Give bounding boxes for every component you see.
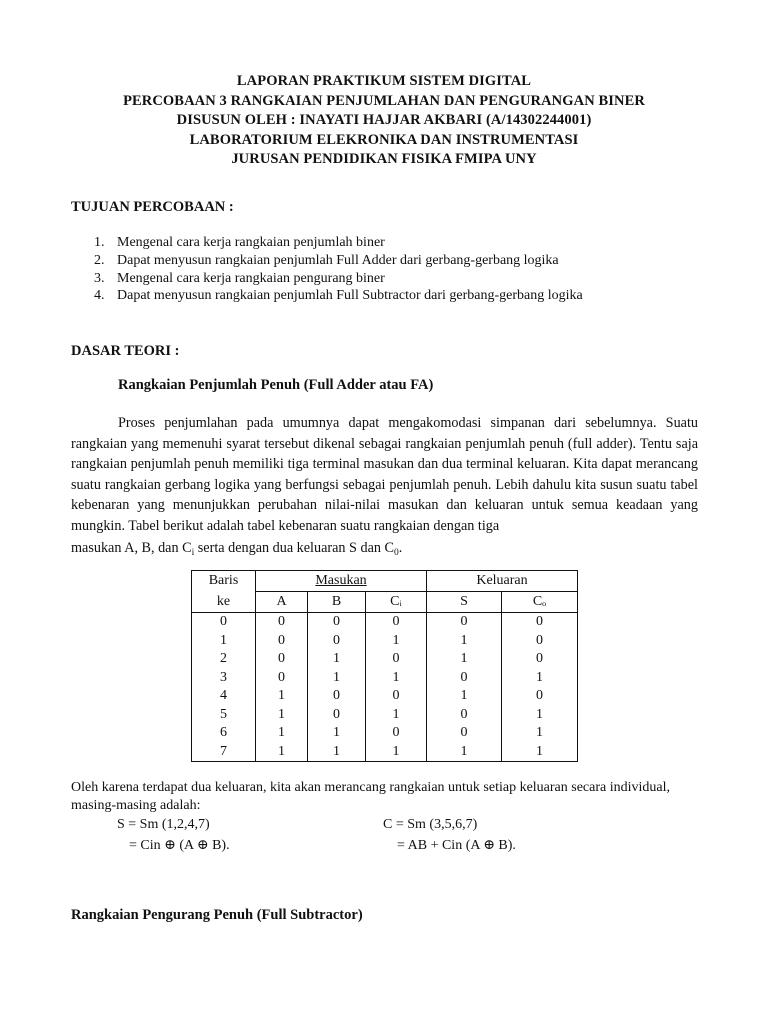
table-cell: 1 bbox=[256, 706, 308, 725]
table-cell: 0 bbox=[256, 669, 308, 688]
table-cell: 1 bbox=[427, 687, 502, 706]
table-cell: 0 bbox=[308, 632, 366, 651]
list-item bbox=[94, 252, 583, 270]
table-cell: 1 bbox=[502, 743, 578, 762]
truth-table bbox=[191, 570, 578, 762]
table-cell: 1 bbox=[308, 724, 366, 743]
header-line-3: DISUSUN OLEH : INAYATI HAJJAR AKBARI (A/14302244001) bbox=[176, 112, 592, 128]
table-row bbox=[192, 650, 578, 669]
table-cell: 0 bbox=[502, 632, 578, 651]
table-cell: 0 bbox=[427, 724, 502, 743]
table-cell: 0 bbox=[256, 650, 308, 669]
table-cell: 1 bbox=[308, 743, 366, 762]
header-line-2: PERCOBAAN 3 RANGKAIAN PENJUMLAHAN DAN PENGURANGAN BINER bbox=[123, 92, 645, 109]
table-cell: 1 bbox=[502, 724, 578, 743]
table-cell: 1 bbox=[366, 669, 427, 688]
table-cell: 1 bbox=[192, 632, 256, 651]
table-cell: 1 bbox=[366, 743, 427, 762]
sum-equation-2: = Cin ⊕ (A ⊕ B). bbox=[129, 838, 230, 853]
tujuan-list bbox=[94, 234, 583, 305]
table-cell: 0 bbox=[256, 632, 308, 651]
table-cell: 2 bbox=[192, 650, 256, 669]
col-b: B bbox=[308, 592, 366, 613]
last-line-part: serta dengan dua keluaran S dan C bbox=[194, 539, 394, 556]
table-cell: 0 bbox=[502, 687, 578, 706]
dasar-teori-heading: DASAR TEORI : bbox=[71, 343, 180, 359]
table-cell: 1 bbox=[502, 669, 578, 688]
col-a: A bbox=[256, 592, 308, 613]
table-cell: 1 bbox=[256, 743, 308, 762]
carry-equation-2: = AB + Cin (A ⊕ B). bbox=[397, 838, 516, 853]
header-line-5: JURUSAN PENDIDIKAN FISIKA FMIPA UNY bbox=[231, 151, 537, 167]
list-item bbox=[94, 270, 583, 288]
output-explanation: Oleh karena terdapat dua keluaran, kita akan merancang rangkaian untuk setiap keluaran secara individual, masing-masing adalah: bbox=[71, 780, 671, 813]
table-cell: 1 bbox=[427, 650, 502, 669]
paragraph-last-line bbox=[71, 538, 698, 559]
table-row bbox=[192, 613, 578, 632]
table-cell: 1 bbox=[427, 632, 502, 651]
table-row bbox=[192, 687, 578, 706]
table-cell: 1 bbox=[366, 632, 427, 651]
table-cell: 0 bbox=[366, 687, 427, 706]
paragraph-text: Proses penjumlahan pada umumnya dapat mengakomodasi simpanan dari sebelumnya. Suatu rangkaian yang memenuhi syarat tersebut dikenal sebagai rangkaian penjumlah penuh (full adder). Tentu saja rangkaian penjumlah penuh memiliki tiga terminal masukan dan dua terminal keluaran. Kita dapat merancang suatu rangkaian gerbang logika yang berfungsi sebagai penjumlah penuh. Lebih dahulu kita susun suatu tabel kebenaran yang menunjukkan perubahan nilai-nilai masukan dan keluaran untuk semua keadaan yang mungkin. Tabel berikut adalah tabel kebenaran suatu rangkaian dengan tiga bbox=[71, 415, 698, 534]
table-cell: 1 bbox=[308, 650, 366, 669]
col-s: S bbox=[427, 592, 502, 613]
subscript-i: i bbox=[191, 547, 195, 558]
full-subtractor-heading: Rangkaian Pengurang Penuh (Full Subtractor) bbox=[71, 907, 363, 923]
full-adder-paragraph bbox=[71, 413, 698, 558]
table-cell: 0 bbox=[366, 613, 427, 632]
report-header bbox=[0, 72, 768, 170]
table-cell: 1 bbox=[256, 724, 308, 743]
table-cell: 0 bbox=[502, 650, 578, 669]
full-adder-subheading: Rangkaian Penjumlah Penuh (Full Adder atau FA) bbox=[118, 377, 434, 393]
list-number: 1. bbox=[94, 235, 105, 250]
table-cell: 0 bbox=[308, 613, 366, 632]
list-item bbox=[94, 234, 583, 252]
carry-equation-1: C = Sm (3,5,6,7) bbox=[383, 817, 478, 832]
list-number: 3. bbox=[94, 270, 105, 286]
subscript-0: 0 bbox=[393, 547, 399, 558]
table-cell: 0 bbox=[308, 706, 366, 725]
list-text: Mengenal cara kerja rangkaian pengurang biner bbox=[117, 270, 385, 286]
header-ke: ke bbox=[192, 592, 256, 613]
table-cell: 1 bbox=[308, 669, 366, 688]
table-row bbox=[192, 743, 578, 762]
table-cell: 0 bbox=[427, 706, 502, 725]
last-line-part: . bbox=[398, 539, 403, 556]
table-row bbox=[192, 669, 578, 688]
table-row bbox=[192, 706, 578, 725]
col-co: Cₒ bbox=[502, 592, 578, 613]
header-baris: Baris bbox=[192, 571, 256, 592]
last-line-part: masukan A, B, dan C bbox=[71, 539, 192, 556]
table-cell: 0 bbox=[256, 613, 308, 632]
table-cell: 0 bbox=[366, 724, 427, 743]
table-row bbox=[192, 632, 578, 651]
table-cell: 5 bbox=[192, 706, 256, 725]
header-keluaran: Keluaran bbox=[427, 571, 578, 592]
table-cell: 6 bbox=[192, 724, 256, 743]
tujuan-heading: TUJUAN PERCOBAAN : bbox=[71, 199, 234, 215]
col-ci: Cᵢ bbox=[366, 592, 427, 613]
list-item bbox=[94, 287, 583, 305]
table-cell: 1 bbox=[427, 743, 502, 762]
sum-equation-1: S = Sm (1,2,4,7) bbox=[117, 817, 210, 832]
table-row bbox=[192, 724, 578, 743]
table-cell: 0 bbox=[427, 669, 502, 688]
table-cell: 0 bbox=[308, 687, 366, 706]
truth-table-body bbox=[192, 613, 578, 762]
table-cell: 0 bbox=[502, 613, 578, 632]
list-text: Dapat menyusun rangkaian penjumlah Full Adder dari gerbang-gerbang logika bbox=[117, 252, 559, 268]
table-cell: 1 bbox=[366, 706, 427, 725]
table-cell: 7 bbox=[192, 743, 256, 762]
table-cell: 4 bbox=[192, 687, 256, 706]
list-text: Dapat menyusun rangkaian penjumlah Full Subtractor dari gerbang-gerbang logika bbox=[117, 288, 583, 304]
list-number: 4. bbox=[94, 288, 105, 304]
masukan-label: Masukan bbox=[315, 573, 367, 588]
table-cell: 1 bbox=[256, 687, 308, 706]
table-cell: 0 bbox=[427, 613, 502, 632]
table-cell: 0 bbox=[192, 613, 256, 632]
table-cell: 1 bbox=[502, 706, 578, 725]
list-number: 2. bbox=[94, 252, 105, 268]
table-cell: 3 bbox=[192, 669, 256, 688]
header-masukan bbox=[256, 571, 427, 592]
header-line-4: LABORATORIUM ELEKRONIKA DAN INSTRUMENTASI bbox=[189, 131, 579, 148]
table-cell: 0 bbox=[366, 650, 427, 669]
header-line-1: LAPORAN PRAKTIKUM SISTEM DIGITAL bbox=[236, 73, 532, 89]
list-text: Mengenal cara kerja rangkaian penjumlah biner bbox=[117, 235, 385, 250]
